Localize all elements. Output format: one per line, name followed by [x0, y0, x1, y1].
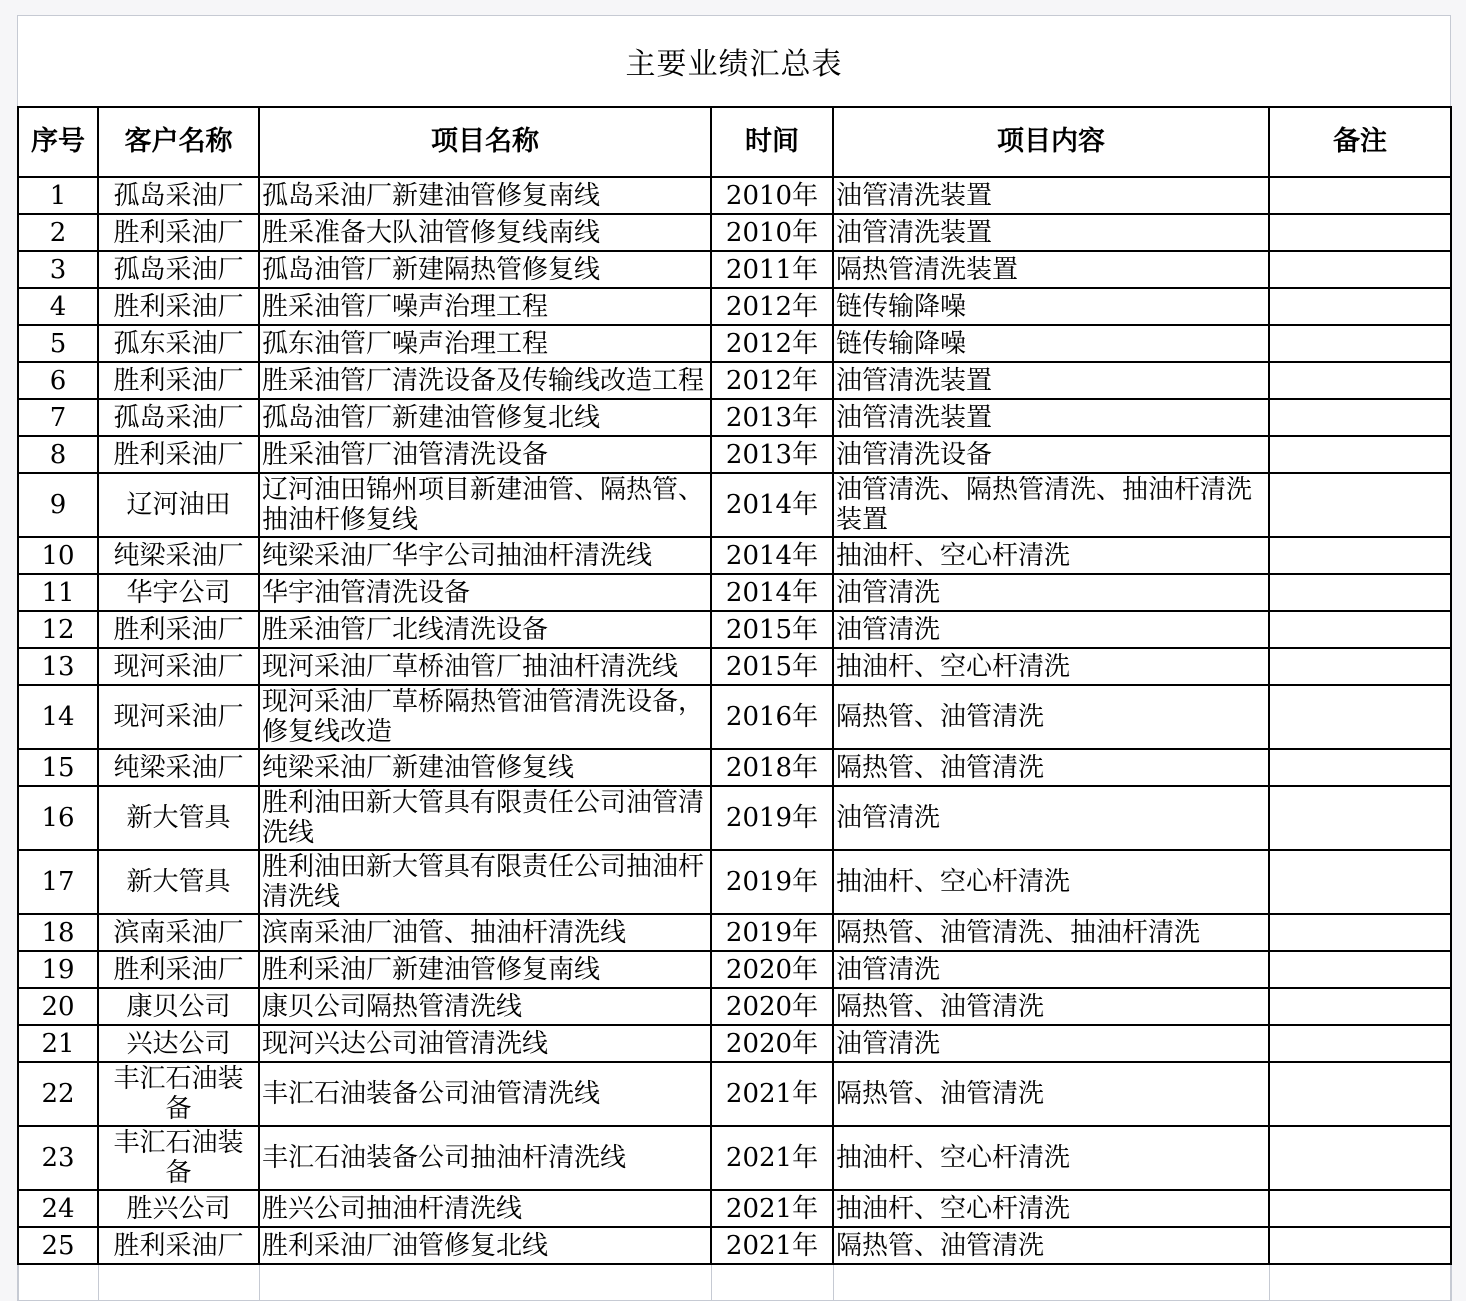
cell-time: 2014年	[711, 473, 833, 537]
cell-remark	[1269, 749, 1451, 786]
table-row	[18, 574, 1451, 611]
cell-customer: 丰汇石油装备	[98, 1126, 259, 1190]
cell-remark	[1269, 988, 1451, 1025]
table-row	[18, 1190, 1451, 1227]
cell-time: 2012年	[711, 362, 833, 399]
cell-time: 2020年	[711, 988, 833, 1025]
cell-remark	[1269, 648, 1451, 685]
cell-remark	[1269, 1227, 1451, 1264]
table-row	[18, 850, 1451, 914]
cell-project: 孤东油管厂噪声治理工程	[259, 325, 711, 362]
cell-content: 抽油杆、空心杆清洗	[833, 1190, 1269, 1227]
cell-no: 20	[18, 988, 98, 1025]
cell-project: 胜采油管厂清洗设备及传输线改造工程	[259, 362, 711, 399]
table-row	[18, 1227, 1451, 1264]
column-header-project: 项目名称	[259, 107, 711, 177]
table-row	[18, 251, 1451, 288]
empty-cell	[98, 1264, 259, 1300]
cell-no: 10	[18, 537, 98, 574]
cell-content: 油管清洗	[833, 574, 1269, 611]
cell-project: 孤岛油管厂新建油管修复北线	[259, 399, 711, 436]
table-row	[18, 1062, 1451, 1126]
cell-no: 6	[18, 362, 98, 399]
cell-no: 23	[18, 1126, 98, 1190]
column-header-content: 项目内容	[833, 107, 1269, 177]
cell-customer: 华宇公司	[98, 574, 259, 611]
cell-customer: 兴达公司	[98, 1025, 259, 1062]
cell-no: 18	[18, 914, 98, 951]
cell-customer: 孤东采油厂	[98, 325, 259, 362]
cell-project: 丰汇石油装备公司油管清洗线	[259, 1062, 711, 1126]
cell-project: 胜采油管厂北线清洗设备	[259, 611, 711, 648]
cell-customer: 胜利采油厂	[98, 436, 259, 473]
cell-content: 隔热管、油管清洗	[833, 1227, 1269, 1264]
table-row	[18, 648, 1451, 685]
table-row	[18, 325, 1451, 362]
cell-time: 2010年	[711, 214, 833, 251]
column-header-customer: 客户名称	[98, 107, 259, 177]
cell-project: 现河采油厂草桥隔热管油管清洗设备，修复线改造	[259, 685, 711, 749]
cell-project: 现河兴达公司油管清洗线	[259, 1025, 711, 1062]
cell-project: 孤岛采油厂新建油管修复南线	[259, 177, 711, 214]
cell-no: 21	[18, 1025, 98, 1062]
cell-remark	[1269, 611, 1451, 648]
cell-project: 华宇油管清洗设备	[259, 574, 711, 611]
cell-no: 24	[18, 1190, 98, 1227]
cell-content: 抽油杆、空心杆清洗	[833, 1126, 1269, 1190]
cell-customer: 胜利采油厂	[98, 1227, 259, 1264]
cell-project: 滨南采油厂油管、抽油杆清洗线	[259, 914, 711, 951]
table-row	[18, 1025, 1451, 1062]
column-header-time: 时间	[711, 107, 833, 177]
table-row	[18, 436, 1451, 473]
cell-project: 胜利油田新大管具有限责任公司油管清洗线	[259, 786, 711, 850]
cell-time: 2021年	[711, 1190, 833, 1227]
cell-remark	[1269, 537, 1451, 574]
cell-no: 12	[18, 611, 98, 648]
table-row	[18, 473, 1451, 537]
empty-grid-row	[18, 1264, 1451, 1300]
cell-remark	[1269, 1190, 1451, 1227]
cell-project: 丰汇石油装备公司抽油杆清洗线	[259, 1126, 711, 1190]
cell-remark	[1269, 1126, 1451, 1190]
cell-project: 胜采油管厂油管清洗设备	[259, 436, 711, 473]
cell-customer: 现河采油厂	[98, 685, 259, 749]
cell-customer: 纯梁采油厂	[98, 749, 259, 786]
cell-content: 油管清洗装置	[833, 214, 1269, 251]
cell-no: 8	[18, 436, 98, 473]
cell-remark	[1269, 850, 1451, 914]
cell-project: 胜利油田新大管具有限责任公司抽油杆清洗线	[259, 850, 711, 914]
cell-time: 2012年	[711, 288, 833, 325]
cell-time: 2013年	[711, 399, 833, 436]
cell-remark	[1269, 473, 1451, 537]
table-row	[18, 288, 1451, 325]
cell-content: 抽油杆、空心杆清洗	[833, 648, 1269, 685]
cell-remark	[1269, 1062, 1451, 1126]
cell-time: 2015年	[711, 648, 833, 685]
cell-customer: 康贝公司	[98, 988, 259, 1025]
table-row	[18, 685, 1451, 749]
cell-no: 16	[18, 786, 98, 850]
cell-content: 链传输降噪	[833, 288, 1269, 325]
empty-cell	[259, 1264, 711, 1300]
table-row	[18, 951, 1451, 988]
cell-content: 油管清洗	[833, 611, 1269, 648]
table-row	[18, 749, 1451, 786]
cell-remark	[1269, 288, 1451, 325]
cell-remark	[1269, 574, 1451, 611]
cell-content: 油管清洗、隔热管清洗、抽油杆清洗装置	[833, 473, 1269, 537]
cell-content: 隔热管、油管清洗	[833, 1062, 1269, 1126]
cell-time: 2021年	[711, 1227, 833, 1264]
cell-time: 2012年	[711, 325, 833, 362]
table-body	[18, 177, 1451, 1300]
cell-project: 纯梁采油厂新建油管修复线	[259, 749, 711, 786]
table-row	[18, 399, 1451, 436]
cell-time: 2018年	[711, 749, 833, 786]
cell-remark	[1269, 399, 1451, 436]
cell-time: 2015年	[711, 611, 833, 648]
cell-project: 辽河油田锦州项目新建油管、隔热管、抽油杆修复线	[259, 473, 711, 537]
cell-time: 2019年	[711, 786, 833, 850]
empty-cell	[1269, 1264, 1451, 1300]
cell-customer: 孤岛采油厂	[98, 177, 259, 214]
empty-cell	[833, 1264, 1269, 1300]
table-header-row	[18, 107, 1451, 177]
table-row	[18, 611, 1451, 648]
cell-no: 15	[18, 749, 98, 786]
table-row	[18, 988, 1451, 1025]
cell-customer: 辽河油田	[98, 473, 259, 537]
cell-project: 胜兴公司抽油杆清洗线	[259, 1190, 711, 1227]
cell-content: 链传输降噪	[833, 325, 1269, 362]
column-header-no: 序号	[18, 107, 98, 177]
cell-customer: 胜利采油厂	[98, 214, 259, 251]
cell-content: 油管清洗	[833, 786, 1269, 850]
table-row	[18, 214, 1451, 251]
cell-remark	[1269, 325, 1451, 362]
cell-customer: 胜利采油厂	[98, 951, 259, 988]
empty-cell	[18, 1264, 98, 1300]
cell-no: 1	[18, 177, 98, 214]
cell-remark	[1269, 177, 1451, 214]
cell-no: 11	[18, 574, 98, 611]
cell-time: 2010年	[711, 177, 833, 214]
cell-time: 2019年	[711, 850, 833, 914]
table-row	[18, 786, 1451, 850]
page-title: 主要业绩汇总表	[625, 47, 843, 82]
cell-no: 19	[18, 951, 98, 988]
cell-time: 2020年	[711, 951, 833, 988]
cell-time: 2019年	[711, 914, 833, 951]
cell-time: 2020年	[711, 1025, 833, 1062]
cell-time: 2014年	[711, 537, 833, 574]
cell-time: 2011年	[711, 251, 833, 288]
cell-customer: 现河采油厂	[98, 648, 259, 685]
cell-remark	[1269, 436, 1451, 473]
cell-content: 油管清洗	[833, 1025, 1269, 1062]
cell-customer: 胜利采油厂	[98, 288, 259, 325]
cell-no: 7	[18, 399, 98, 436]
cell-no: 9	[18, 473, 98, 537]
cell-project: 康贝公司隔热管清洗线	[259, 988, 711, 1025]
cell-project: 胜利采油厂油管修复北线	[259, 1227, 711, 1264]
sheet-page	[17, 15, 1451, 1301]
cell-content: 隔热管、油管清洗	[833, 749, 1269, 786]
cell-remark	[1269, 786, 1451, 850]
cell-customer: 丰汇石油装备	[98, 1062, 259, 1126]
cell-content: 油管清洗装置	[833, 177, 1269, 214]
cell-no: 4	[18, 288, 98, 325]
cell-project: 胜利采油厂新建油管修复南线	[259, 951, 711, 988]
cell-project: 胜采准备大队油管修复线南线	[259, 214, 711, 251]
cell-remark	[1269, 1025, 1451, 1062]
empty-cell	[711, 1264, 833, 1300]
cell-content: 油管清洗装置	[833, 399, 1269, 436]
table-row	[18, 914, 1451, 951]
cell-remark	[1269, 914, 1451, 951]
cell-customer: 纯梁采油厂	[98, 537, 259, 574]
cell-remark	[1269, 362, 1451, 399]
cell-customer: 新大管具	[98, 786, 259, 850]
cell-no: 5	[18, 325, 98, 362]
cell-no: 17	[18, 850, 98, 914]
cell-customer: 胜利采油厂	[98, 611, 259, 648]
cell-customer: 新大管具	[98, 850, 259, 914]
cell-project: 孤岛油管厂新建隔热管修复线	[259, 251, 711, 288]
cell-remark	[1269, 951, 1451, 988]
cell-time: 2016年	[711, 685, 833, 749]
cell-no: 25	[18, 1227, 98, 1264]
cell-no: 2	[18, 214, 98, 251]
cell-remark	[1269, 214, 1451, 251]
cell-content: 隔热管、油管清洗	[833, 988, 1269, 1025]
cell-remark	[1269, 685, 1451, 749]
cell-no: 14	[18, 685, 98, 749]
cell-remark	[1269, 251, 1451, 288]
cell-time: 2021年	[711, 1126, 833, 1190]
cell-content: 隔热管清洗装置	[833, 251, 1269, 288]
cell-content: 隔热管、油管清洗、抽油杆清洗	[833, 914, 1269, 951]
cell-project: 纯梁采油厂华宇公司抽油杆清洗线	[259, 537, 711, 574]
cell-time: 2013年	[711, 436, 833, 473]
column-header-remark: 备注	[1269, 107, 1451, 177]
cell-no: 22	[18, 1062, 98, 1126]
cell-content: 抽油杆、空心杆清洗	[833, 537, 1269, 574]
cell-customer: 孤岛采油厂	[98, 251, 259, 288]
cell-customer: 胜利采油厂	[98, 362, 259, 399]
cell-project: 胜采油管厂噪声治理工程	[259, 288, 711, 325]
cell-content: 油管清洗	[833, 951, 1269, 988]
table-row	[18, 177, 1451, 214]
table-row	[18, 362, 1451, 399]
cell-customer: 滨南采油厂	[98, 914, 259, 951]
cell-customer: 胜兴公司	[98, 1190, 259, 1227]
cell-project: 现河采油厂草桥油管厂抽油杆清洗线	[259, 648, 711, 685]
cell-time: 2014年	[711, 574, 833, 611]
cell-content: 抽油杆、空心杆清洗	[833, 850, 1269, 914]
cell-customer: 孤岛采油厂	[98, 399, 259, 436]
cell-content: 油管清洗设备	[833, 436, 1269, 473]
performance-summary-table	[17, 106, 1452, 1301]
table-row	[18, 1126, 1451, 1190]
cell-no: 13	[18, 648, 98, 685]
cell-content: 隔热管、油管清洗	[833, 685, 1269, 749]
cell-content: 油管清洗装置	[833, 362, 1269, 399]
cell-no: 3	[18, 251, 98, 288]
table-row	[18, 537, 1451, 574]
cell-time: 2021年	[711, 1062, 833, 1126]
